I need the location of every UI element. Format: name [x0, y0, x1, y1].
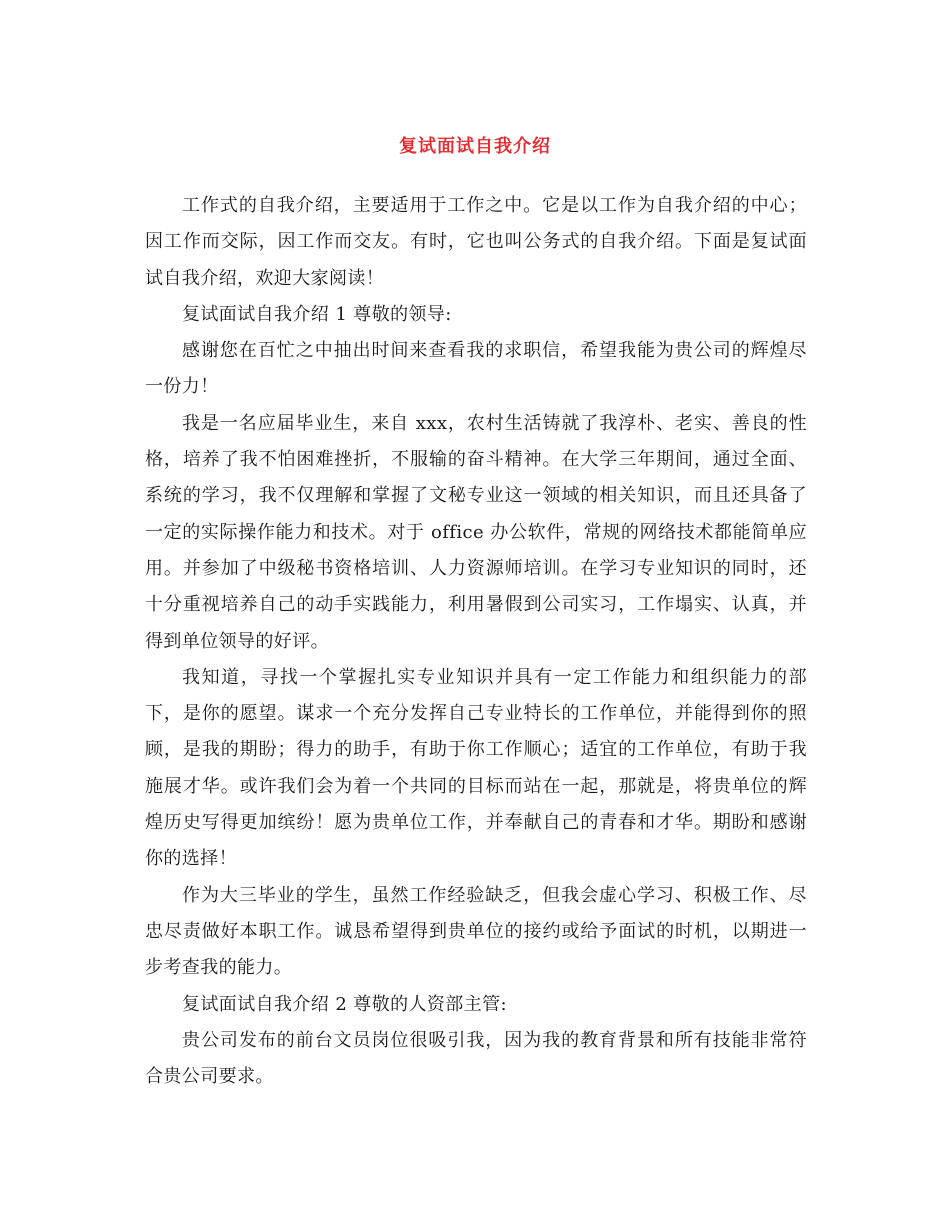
document-body — [145, 188, 807, 1095]
paragraph: 贵公司发布的前台文员岗位很吸引我，因为我的教育背景和所有技能非常符合贵公司要求。 — [145, 1029, 807, 1088]
paragraph: 我知道，寻找一个掌握扎实专业知识并具有一定工作能力和组织能力的部下，是你的愿望。谋求一个充分发挥自己专业特长的工作单位，并能得到你的照顾，是我的期盼；得力的助手，有助于你工作顺心；适宜的工作单位，有助于我施展才华。或许我们会为着一个共同的目标而站在一起，那就是，将贵单位的辉煌历史写得更加缤纷！愿为贵单位工作，并奉献自己的青春和才华。期盼和感谢你的选择！ — [145, 666, 807, 870]
paragraph-heading-2: 复试面试自我介绍 2 尊敬的人资部主管: — [182, 993, 507, 1015]
paragraph-heading-1: 复试面试自我介绍 1 尊敬的领导: — [182, 303, 452, 325]
paragraph: 作为大三毕业的学生，虽然工作经验缺乏，但我会虚心学习、积极工作、尽忠尽责做好本职工作。诚恳希望得到贵单位的接约或给予面试的时机，以期进一步考查我的能力。 — [145, 884, 807, 979]
document-title: 复试面试自我介绍 — [399, 136, 551, 158]
paragraph: 感谢您在百忙之中抽出时间来查看我的求职信，希望我能为贵公司的辉煌尽一份力！ — [145, 340, 807, 398]
paragraph: 我是一名应届毕业生，来自 xxx，农村生活铸就了我淳朴、老实、善良的性格，培养了我不怕困难挫折，不服输的奋斗精神。在大学三年期间，通过全面、系统的学习，我不仅理解和掌握了文秘专业这一领域的相关知识，而且还具备了一定的实际操作能力和技术。对于 office 办公软件，常规的网络技术都能简单应用。并参加了中级秘书资格培训、人力资源师培训。在学习专业知识的同时，还十分重视培养自己的动手实践能力，利用暑假到公司实习，工作塌实、认真，并得到单位领导的好评。 — [145, 412, 807, 652]
paragraph-intro: 工作式的自我介绍，主要适用于工作之中。它是以工作为自我介绍的中心；因工作而交际，因工作而交友。有时，它也叫公务式的自我介绍。下面是复试面试自我介绍，欢迎大家阅读！ — [145, 195, 807, 289]
